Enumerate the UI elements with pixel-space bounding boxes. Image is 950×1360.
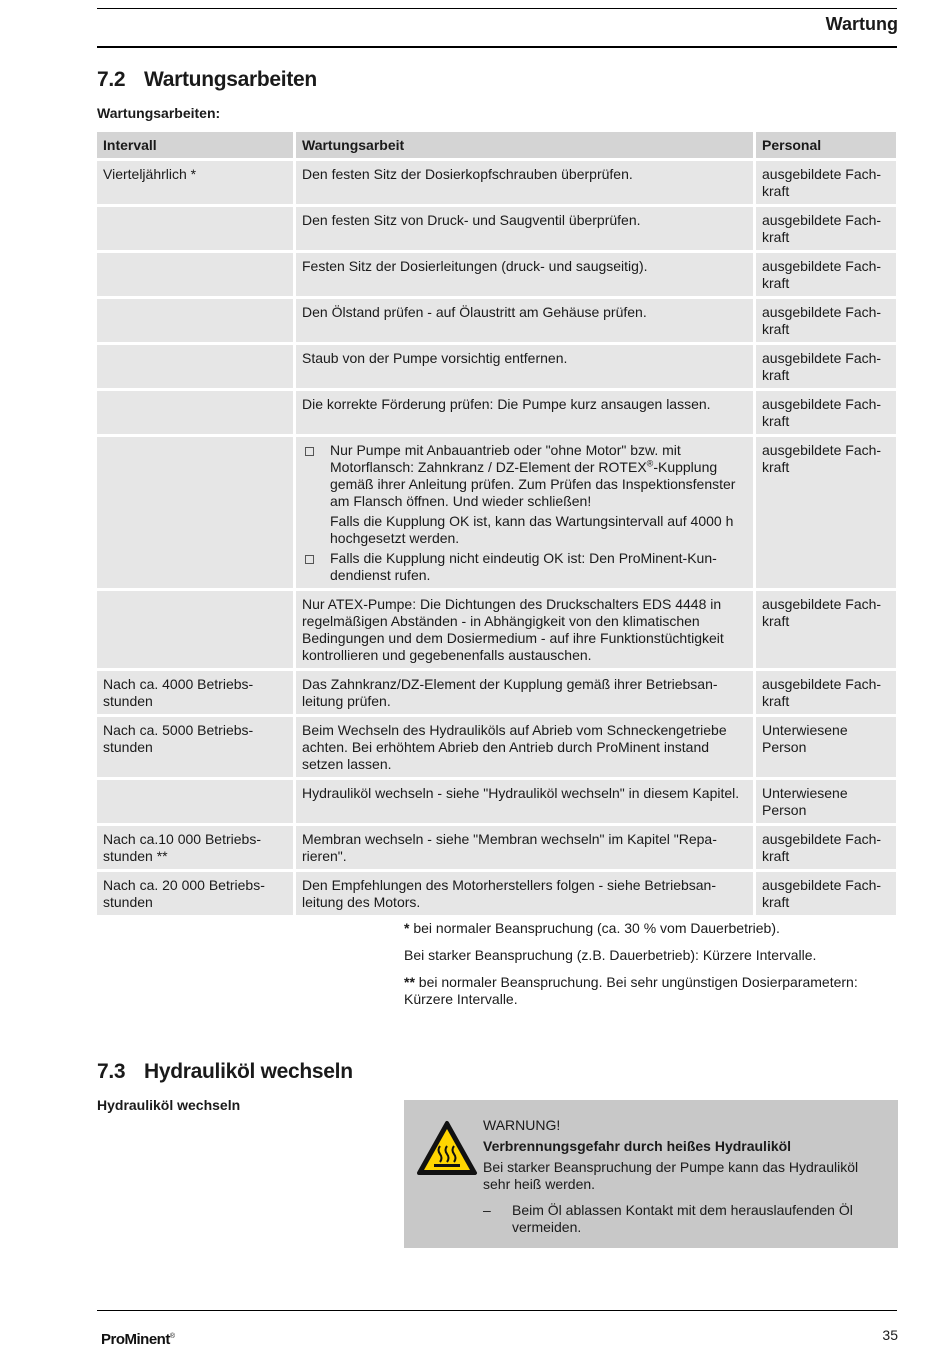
warning-body: Bei starker Beanspruchung der Pumpe kann das Hydrauliköl sehr heiß werden. — [483, 1159, 859, 1192]
cell-personnel: ausgebildete Fachkraft — [756, 591, 896, 668]
warning-instruction — [483, 1202, 878, 1236]
registered-mark: ® — [646, 458, 654, 469]
cell-task: Den Ölstand prüfen - auf Ölaustritt am Gehäuse prüfen. — [296, 299, 753, 342]
cell-personnel: Unterwiesene Person — [756, 780, 896, 823]
table-row — [97, 207, 896, 250]
square-bullet-icon — [305, 447, 314, 456]
section-number: 7.2 — [97, 68, 126, 91]
cell-interval — [97, 345, 293, 388]
cell-interval — [97, 253, 293, 296]
table-row — [97, 299, 896, 342]
section-subtitle: Wartungsarbeiten: — [97, 105, 221, 121]
footnote-mark: * — [404, 920, 410, 936]
cell-personnel: ausgebildete Fachkraft — [756, 826, 896, 869]
table-row — [97, 253, 896, 296]
cell-interval: Vierteljährlich * — [97, 161, 293, 204]
cell-interval — [97, 207, 293, 250]
table-row — [97, 161, 896, 204]
cell-task: Staub von der Pumpe vorsichtig entfernen. — [296, 345, 753, 388]
section-number: 7.3 — [97, 1060, 126, 1083]
cell-interval: Nach ca. 5000 Betriebsstunden — [97, 717, 293, 777]
cell-interval: Nach ca. 4000 Betriebsstunden — [97, 671, 293, 714]
warning-box — [404, 1100, 898, 1248]
table-row — [97, 591, 896, 668]
hot-surface-warning-icon — [416, 1120, 478, 1176]
table-row — [97, 780, 896, 823]
cell-task: Nur ATEX-Pumpe: Die Dichtungen des Druckschalters EDS 4448 in regelmäßigen Abständen - in Abhängigkeit von den klimatischen Bedingungen und dem Dosiermedium - auf ihre Funktionstüchtigkeit kontrollieren und gegebenenfalls austauschen. — [296, 591, 753, 668]
cell-personnel: ausgebildete Fachkraft — [756, 391, 896, 434]
instruction-text: Beim Öl ablassen Kontakt mit dem herauslaufenden Öl vermeiden. — [512, 1202, 853, 1235]
cell-personnel: ausgebildete Fachkraft — [756, 253, 896, 296]
table-row — [97, 717, 896, 777]
header-rule-top — [97, 8, 897, 9]
cell-task: Membran wechseln - siehe "Membran wechseln" im Kapitel "Reparieren". — [296, 826, 753, 869]
cell-task: Festen Sitz der Dosierleitungen (druck- und saugseitig). — [296, 253, 753, 296]
section-title: Wartungsarbeiten — [144, 68, 317, 91]
page-number: 35 — [882, 1327, 898, 1343]
footnote-text: bei normaler Beanspruchung (ca. 30 % vom Dauerbetrieb). — [409, 920, 780, 936]
table-header-row — [97, 132, 896, 158]
cell-task — [296, 437, 753, 588]
bullet-text: -Kupplung gemäß ihrer Anleitung prüfen. Zum Prüfen das Inspektionsfenster am Flansch öffnen. Und wieder schließen! — [330, 459, 736, 509]
cell-interval: Nach ca. 20 000 Betriebsstunden — [97, 872, 293, 915]
cell-interval: Nach ca.10 000 Betriebsstunden ** — [97, 826, 293, 869]
section-subtitle: Hydrauliköl wechseln — [97, 1097, 241, 1113]
warning-label: WARNUNG! — [483, 1117, 561, 1133]
cell-task: Beim Wechseln des Hydrauliköls auf Abrieb vom Schneckengetriebe achten. Bei erhöhtem Abrieb den Antrieb durch ProMinent instand setzen lassen. — [296, 717, 753, 777]
footer-rule — [97, 1310, 897, 1311]
page-header-title: Wartung — [825, 14, 898, 34]
cell-personnel: ausgebildete Fachkraft — [756, 671, 896, 714]
cell-task: Die korrekte Förderung prüfen: Die Pumpe kurz ansaugen lassen. — [296, 391, 753, 434]
cell-personnel: ausgebildete Fachkraft — [756, 437, 896, 588]
cell-personnel: ausgebildete Fachkraft — [756, 207, 896, 250]
square-bullet-icon — [305, 555, 314, 564]
cell-interval — [97, 391, 293, 434]
bullet-text: Falls die Kupplung nicht eindeutig OK ist: Den ProMinent-Kundendienst rufen. — [330, 550, 717, 583]
cell-personnel: ausgebildete Fachkraft — [756, 161, 896, 204]
table-row — [97, 437, 896, 588]
table-row — [97, 826, 896, 869]
cell-personnel: ausgebildete Fachkraft — [756, 872, 896, 915]
warning-heading: Verbrennungsgefahr durch heißes Hydrauliköl — [483, 1138, 792, 1154]
cell-personnel: Unterwiesene Person — [756, 717, 896, 777]
footnote-double-star — [404, 974, 896, 1008]
table-row — [97, 391, 896, 434]
cell-personnel: ausgebildete Fachkraft — [756, 299, 896, 342]
col-header-interval: Intervall — [97, 132, 293, 158]
table-footnotes — [404, 920, 896, 1018]
cell-task: Das Zahnkranz/DZ-Element der Kupplung gemäß ihrer Betriebsanleitung prüfen. — [296, 671, 753, 714]
cell-interval — [97, 780, 293, 823]
bullet-extra-text: Falls die Kupplung OK ist, kann das Wartungsintervall auf 4000 h hochgesetzt werden. — [330, 513, 734, 546]
footnote-mark: ** — [404, 974, 415, 990]
footnote-text: bei normaler Beanspruchung. Bei sehr ungünstigen Dosierparametern: Kürzere Intervalle. — [404, 974, 858, 1007]
cell-task: Hydrauliköl wechseln - siehe "Hydrauliköl wechseln" in diesem Kapitel. — [296, 780, 753, 823]
header-rule-bottom — [97, 46, 897, 48]
cell-interval — [97, 299, 293, 342]
col-header-personnel: Personal — [756, 132, 896, 158]
section-title: Hydrauliköl wechseln — [144, 1060, 353, 1083]
table-row — [97, 872, 896, 915]
col-header-task: Wartungsarbeit — [296, 132, 753, 158]
footnote-star — [404, 920, 896, 937]
cell-personnel: ausgebildete Fachkraft — [756, 345, 896, 388]
section-heading-7-2 — [97, 68, 317, 91]
warning-content — [483, 1117, 878, 1236]
dash-bullet: – — [483, 1202, 491, 1218]
bullet-text: Nur Pumpe mit Anbauantrieb oder "ohne Motor" bzw. mit Motorflansch: Zahnkranz / DZ-Element der ROTEX — [330, 442, 681, 475]
list-item — [302, 550, 747, 584]
table-row — [97, 345, 896, 388]
prominent-logo: ProMinent® — [101, 1331, 175, 1348]
section-heading-7-3 — [97, 1060, 353, 1083]
list-item — [302, 442, 747, 510]
table-row — [97, 671, 896, 714]
cell-task: Den Empfehlungen des Motorherstellers folgen - siehe Betriebsanleitung des Motors. — [296, 872, 753, 915]
cell-task: Den festen Sitz der Dosierkopfschrauben überprüfen. — [296, 161, 753, 204]
cell-interval — [97, 591, 293, 668]
bullet-list — [302, 442, 747, 584]
cell-interval — [97, 437, 293, 588]
footnote-line: Bei starker Beanspruchung (z.B. Dauerbetrieb): Kürzere Intervalle. — [404, 947, 817, 963]
maintenance-table — [94, 129, 899, 918]
cell-task: Den festen Sitz von Druck- und Saugventil überprüfen. — [296, 207, 753, 250]
